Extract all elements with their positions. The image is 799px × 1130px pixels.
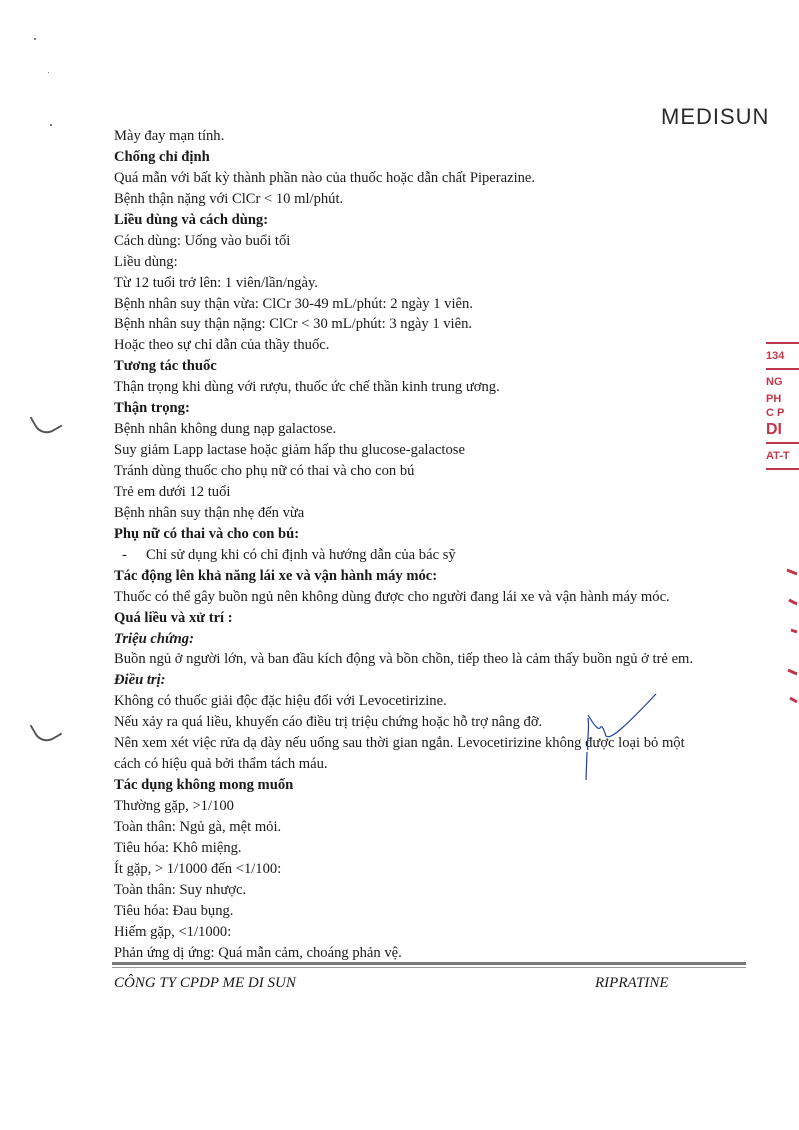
body-text-line: Thận trọng khi dùng với rượu, thuốc ức chế thần kinh trung ương. [114, 379, 500, 396]
body-text-line: Liều dùng: [114, 253, 178, 270]
handwritten-signature [582, 690, 662, 785]
body-text-line: Tránh dùng thuốc cho phụ nữ có thai và cho con bú [114, 463, 415, 479]
body-text-line: Thuốc có thể gây buồn ngủ nên không dùng được cho người đang lái xe và vận hành máy móc. [114, 588, 670, 605]
section-heading: Thận trọng: [114, 400, 190, 417]
body-text-line: Cách dùng: Uống vào buổi tối [114, 232, 291, 249]
section-heading: Phụ nữ có thai và cho con bú: [114, 525, 300, 542]
body-text-line: Phản ứng dị ứng: Quá mẫn cảm, choáng phản vệ. [114, 944, 402, 961]
body-text-line: Bệnh nhân không dung nạp galactose. [114, 421, 337, 438]
body-text-line: Thường gặp, >1/100 [114, 798, 234, 814]
body-text-line: Bệnh nhân suy thận vừa: ClCr 30-49 mL/phút: 2 ngày 1 viên. [114, 295, 473, 312]
body-text-line: Buồn ngủ ở người lớn, và ban đầu kích động và bồn chồn, tiếp theo là cảm thấy buồn ngủ ở trẻ em. [114, 651, 694, 668]
stamp-text: C P [766, 407, 785, 419]
section-heading: Chống chỉ định [114, 148, 210, 165]
scan-speck [48, 72, 49, 73]
footer-product: RIPRATINE [595, 975, 669, 991]
bullet-dash: - [122, 546, 127, 563]
body-text-line: Mày đay mạn tính. [114, 128, 225, 144]
body-text-line: Bệnh nhân suy thận nặng: ClCr < 30 mL/phút: 3 ngày 1 viên. [114, 316, 473, 333]
body-text-line: Từ 12 tuổi trở lên: 1 viên/lần/ngày. [114, 274, 318, 291]
bullet-text: Chỉ sử dụng khi có chỉ định và hướng dẫn của bác sỹ [146, 546, 456, 563]
stamp-text: NG [766, 376, 783, 388]
bullet-item [114, 545, 754, 566]
body-text-line: Không có thuốc giải độc đặc hiệu đối với Levocetirizine. [114, 693, 447, 710]
body-text-line: Suy giảm Lapp lactase hoặc giảm hấp thu glucose-galactose [114, 442, 465, 459]
document-body [114, 126, 754, 964]
body-text-line: Toàn thân: Suy nhược. [114, 881, 247, 898]
body-text-line: Ít gặp, > 1/1000 đến <1/100: [114, 860, 282, 877]
scan-speck [50, 124, 52, 126]
footer-rule-thin [112, 967, 746, 968]
stamp-text: AT-T [766, 450, 790, 462]
body-text-line: Quá mẫn với bất kỳ thành phần nào của thuốc hoặc dẫn chất Piperazine. [114, 169, 536, 186]
subsection-heading: Triệu chứng: [114, 630, 194, 647]
stamp-text: DI [766, 421, 782, 438]
body-text-line: cách có hiệu quả bởi thẩm tách máu. [114, 756, 328, 773]
body-text-line: Bệnh nhân suy thận nhẹ đến vừa [114, 504, 305, 521]
stamp-text: PH [766, 393, 782, 405]
subsection-heading: Điều trị: [114, 672, 166, 689]
section-heading: Liều dùng và cách dùng: [114, 211, 269, 228]
stamp-edge-marks [785, 560, 799, 710]
section-heading: Tác động lên khả năng lái xe và vận hành máy móc: [114, 567, 438, 584]
footer-rule [112, 962, 746, 965]
body-text-line: Nên xem xét việc rửa dạ dày nếu uống sau thời gian ngắn. Levocetirizine không được loại bỏ một [114, 735, 685, 752]
punch-hole-mark [30, 714, 63, 747]
footer-company: CÔNG TY CPDP ME DI SUN [114, 975, 296, 991]
body-text-line: Tiêu hóa: Khô miệng. [114, 839, 242, 856]
body-text-line: Toàn thân: Ngủ gà, mệt mỏi. [114, 818, 282, 835]
section-heading: Quá liều và xử trí : [114, 609, 233, 626]
body-text-line: Trẻ em dưới 12 tuổi [114, 483, 231, 500]
stamp-text: 134 [766, 350, 785, 362]
punch-hole-mark [30, 406, 63, 439]
body-text-line: Hoặc theo sự chỉ dẫn của thầy thuốc. [114, 337, 330, 354]
red-stamp-fragment [766, 340, 799, 490]
body-text-line: Bệnh thận nặng với ClCr < 10 ml/phút. [114, 190, 344, 207]
section-heading: Tương tác thuốc [114, 358, 217, 375]
company-logo: MEDISUN [661, 104, 770, 129]
body-text-line: Nếu xảy ra quá liều, khuyến cáo điều trị triệu chứng hoặc hỗ trợ nâng đỡ. [114, 714, 543, 731]
body-text-line: Tiêu hóa: Đau bụng. [114, 902, 234, 919]
scan-speck [34, 38, 36, 40]
body-text-line: Hiếm gặp, <1/1000: [114, 923, 232, 940]
section-heading: Tác dụng không mong muốn [114, 777, 294, 794]
